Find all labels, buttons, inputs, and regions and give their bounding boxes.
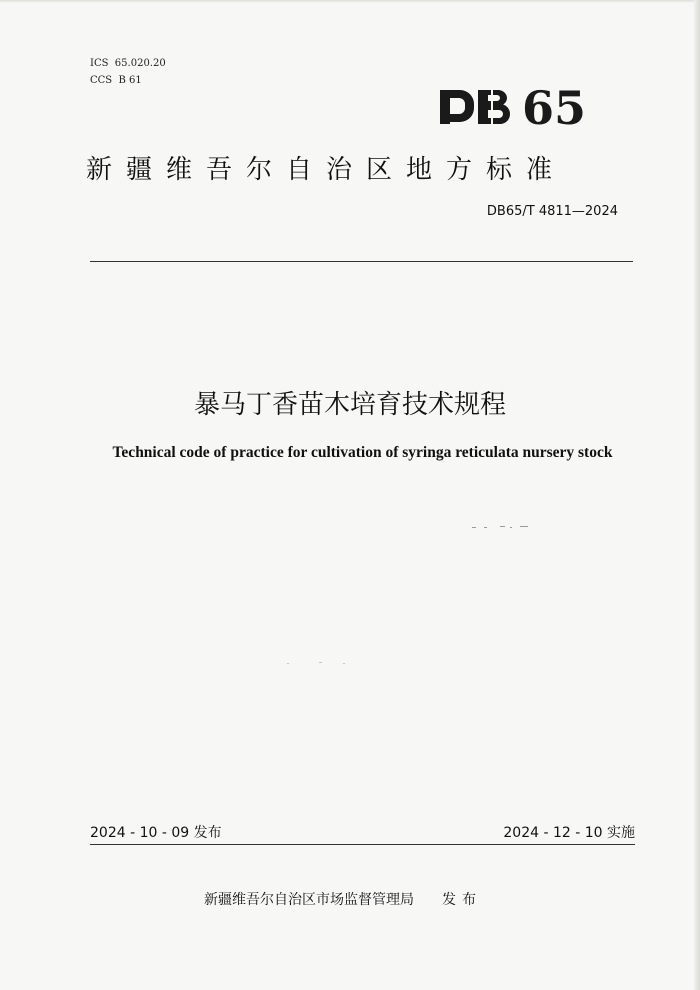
effective-date: 2024 - 12 - 10 实施 [503, 825, 635, 841]
publisher-line [204, 889, 482, 909]
header-divider [90, 261, 633, 262]
standard-number: DB65/T 4811—2024 [486, 204, 618, 219]
scan-edge-right [694, 0, 700, 990]
title-chinese: 暴马丁香苗木培育技术规程 [193, 390, 506, 420]
publish-label: 发布 [442, 892, 482, 908]
ccs-code: CCS B 61 [90, 75, 142, 86]
issuing-agency: 新疆维吾尔自治区市场监督管理局 [204, 892, 414, 908]
scan-specks [285, 660, 355, 666]
title-english: Technical code of practice for cultivation of syringa reticulata nursery stock [112, 444, 613, 461]
footer-divider [90, 844, 635, 845]
issuing-authority-title: 新疆维吾尔自治区地方标准 [86, 155, 567, 185]
issue-date: 2024 - 10 - 09 发布 [90, 825, 222, 841]
scan-edge-top [0, 0, 700, 3]
db65-mark-number: 65 [522, 86, 587, 128]
classification-codes [90, 55, 166, 89]
scan-specks [470, 524, 540, 530]
db65-logo-mark [438, 86, 590, 128]
ics-code: ICS 65.020.20 [90, 58, 166, 69]
